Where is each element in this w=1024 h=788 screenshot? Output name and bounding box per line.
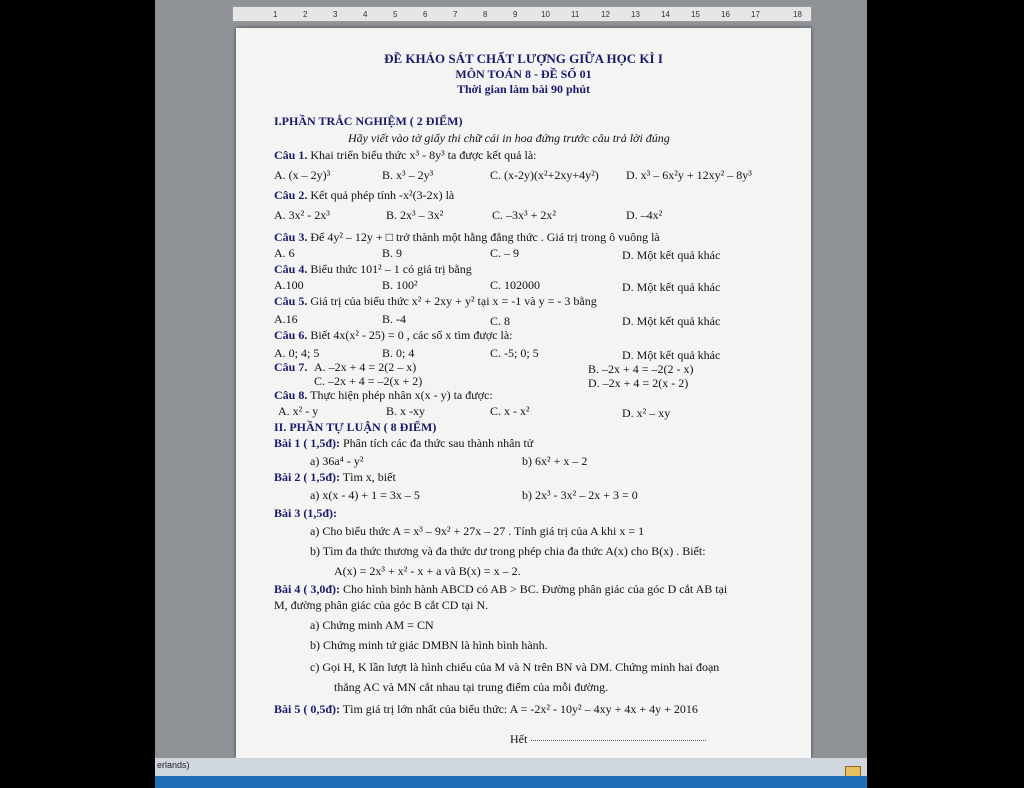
- ruler-tick: 6: [423, 10, 428, 19]
- q3-option-d: D. Một kết quả khác: [622, 248, 721, 262]
- q4-option-b: B. 100²: [382, 278, 418, 292]
- bai-text: Tìm giá trị lớn nhất của biểu thức: A = -2x² - 10y² – 4xy + 4x + 4y + 2016: [342, 702, 698, 716]
- ruler-tick: 10: [541, 10, 550, 19]
- b4-part-a: a) Chứng minh AM = CN: [310, 618, 434, 632]
- q3-option-b: B. 9: [382, 246, 403, 260]
- part1-heading: I.PHẦN TRẮC NGHIỆM ( 2 ĐIỂM): [274, 114, 463, 128]
- ruler-tick: 4: [363, 10, 368, 19]
- bai-text: Phân tích các đa thức sau thành nhân tử: [343, 436, 534, 450]
- b4-part-c-line2: thẳng AC và MN cắt nhau tại trung điểm của mỗi đường.: [334, 680, 609, 694]
- question-label: Câu 1.: [274, 148, 308, 162]
- ruler-tick: 11: [571, 10, 580, 19]
- bai-1: [274, 436, 533, 450]
- b2-part-b: b) 2x³ - 3x² – 2x + 3 = 0: [522, 488, 638, 502]
- q8-option-d: D. x² – xy: [622, 406, 671, 420]
- b3-part-a: a) Cho biểu thức A = x³ – 9x² + 27x – 27 . Tính giá trị của A khi x = 1: [310, 524, 645, 538]
- ruler-tick: 9: [513, 10, 518, 19]
- end-divider: [506, 740, 706, 741]
- question-7-label: Câu 7.: [274, 360, 308, 374]
- taskbar[interactable]: [155, 776, 867, 788]
- question-2: [274, 188, 454, 202]
- q2-option-b: B. 2x³ – 3x²: [386, 208, 444, 222]
- bai-label: Bài 2 ( 1,5đ):: [274, 470, 340, 484]
- question-label: Câu 8.: [274, 388, 308, 402]
- ruler-tick: 8: [483, 10, 488, 19]
- question-5: [274, 294, 597, 308]
- q6-option-c: C. -5; 0; 5: [490, 346, 539, 360]
- bai-label: Bài 4 ( 3,0đ):: [274, 582, 340, 596]
- b1-part-b: b) 6x² + x – 2: [522, 454, 588, 468]
- question-6: [274, 328, 513, 342]
- ruler-tick: 7: [453, 10, 458, 19]
- b4-part-c: c) Gọi H, K lần lượt là hình chiếu của M và N trên BN và DM. Chứng minh hai đoạn: [310, 660, 720, 674]
- question-3: [274, 230, 660, 244]
- question-text: Biểu thức 101² – 1 có giá trị bằng: [310, 262, 472, 276]
- question-label: Câu 3.: [274, 230, 308, 244]
- q8-option-a: A. x² - y: [278, 404, 319, 418]
- q8-option-b: B. x -xy: [386, 404, 425, 418]
- question-4: [274, 262, 472, 276]
- q1-option-c: C. (x-2y)(x²+2xy+4y²): [490, 168, 599, 182]
- ruler: [232, 6, 812, 22]
- bai-text: Cho hình bình hành ABCD có AB > BC. Đường phân giác của góc D cắt AB tại: [343, 582, 728, 596]
- q2-option-c: C. –3x³ + 2x²: [492, 208, 556, 222]
- ruler-tick: 15: [691, 10, 700, 19]
- q2-option-a: A. 3x² - 2x³: [274, 208, 330, 222]
- question-text: Kết quả phép tính -x²(3-2x) là: [310, 188, 455, 202]
- ruler-tick: 5: [393, 10, 398, 19]
- question-8: [274, 388, 493, 402]
- q7-option-d: D. –2x + 4 = 2(x - 2): [588, 376, 689, 390]
- bai-4: [274, 582, 727, 596]
- q2-option-d: D. –4x²: [626, 208, 663, 222]
- q4-option-d: D. Một kết quả khác: [622, 280, 721, 294]
- question-1: [274, 148, 537, 162]
- question-text: Biết 4x(x² - 25) = 0 , các số x tìm được là:: [310, 328, 513, 342]
- part2-heading: II. PHẦN TỰ LUẬN ( 8 ĐIỂM): [274, 420, 437, 434]
- question-text: Khai triển biểu thức x³ - 8y³ ta được kết quả là:: [310, 148, 537, 162]
- b3-part-b-line2: A(x) = 2x³ + x² - x + a và B(x) = x – 2.: [334, 564, 521, 578]
- bai-5: [274, 702, 698, 716]
- document-page[interactable]: [236, 28, 811, 758]
- q5-option-a: A.16: [274, 312, 298, 326]
- q6-option-b: B. 0; 4: [382, 346, 415, 360]
- ruler-tick: 2: [303, 10, 308, 19]
- exam-time: Thời gian làm bài 90 phút: [456, 82, 591, 96]
- ruler-tick: 17: [751, 10, 760, 19]
- b4-text-line2: M, đường phân giác của góc B cắt CD tại N.: [274, 598, 489, 612]
- q6-option-a: A. 0; 4; 5: [274, 346, 320, 360]
- q5-option-c: C. 8: [490, 314, 511, 328]
- q1-option-d: D. x³ – 6x²y + 12xy² – 8y³: [626, 168, 752, 182]
- exam-title: ĐỀ KHẢO SÁT CHẤT LƯỢNG GIỮA HỌC KÌ I: [384, 51, 663, 66]
- question-text: Để 4y² – 12y + □ trở thành một hằng đẳng thức . Giá trị trong ô vuông là: [310, 230, 660, 244]
- exam-subject: MÔN TOÁN 8 - ĐỀ SỐ 01: [455, 67, 592, 81]
- b2-part-a: a) x(x - 4) + 1 = 3x – 5: [310, 488, 420, 502]
- bai-3-label: Bài 3 (1,5đ):: [274, 506, 337, 520]
- q1-option-b: B. x³ – 2y³: [382, 168, 434, 182]
- question-label: Câu 5.: [274, 294, 308, 308]
- b4-part-b: b) Chứng minh tứ giác DMBN là hình bình hành.: [310, 638, 548, 652]
- q4-option-a: A.100: [274, 278, 304, 292]
- end-text: Hết: [506, 732, 531, 746]
- ruler-tick: 1: [273, 10, 278, 19]
- ruler-tick: 12: [601, 10, 610, 19]
- question-label: Câu 6.: [274, 328, 308, 342]
- question-label: Câu 4.: [274, 262, 308, 276]
- part1-instruction: Hãy viết vào tờ giấy thi chữ cái in hoa đứng trước câu trả lời đúng: [348, 131, 670, 145]
- b3-part-b: b) Tìm đa thức thương và đa thức dư trong phép chia đa thức A(x) cho B(x) . Biết:: [310, 544, 706, 558]
- q7-option-a: A. –2x + 4 = 2(2 – x): [314, 360, 417, 374]
- bai-2: [274, 470, 396, 484]
- question-text: Giá trị của biểu thức x² + 2xy + y² tại x = -1 và y = - 3 bằng: [310, 294, 597, 308]
- q3-option-c: C. – 9: [490, 246, 520, 260]
- question-text: Thực hiện phép nhân x(x - y) ta được:: [310, 388, 493, 402]
- q7-option-c: C. –2x + 4 = –2(x + 2): [314, 374, 423, 388]
- q4-option-c: C. 102000: [490, 278, 541, 292]
- bai-label: Bài 1 ( 1,5đ):: [274, 436, 340, 450]
- status-text: erlands): [157, 760, 190, 770]
- q7-option-b: B. –2x + 4 = –2(2 - x): [588, 362, 694, 376]
- ruler-tick: 18: [793, 10, 802, 19]
- q8-option-c: C. x - x²: [490, 404, 530, 418]
- q3-option-a: A. 6: [274, 246, 295, 260]
- bai-label: Bài 5 ( 0,5đ):: [274, 702, 340, 716]
- ruler-tick: 3: [333, 10, 338, 19]
- ruler-tick: 14: [661, 10, 670, 19]
- question-label: Câu 2.: [274, 188, 308, 202]
- q5-option-d: D. Một kết quả khác: [622, 314, 721, 328]
- status-bar: [155, 758, 867, 788]
- q1-option-a: A. (x – 2y)³: [274, 168, 331, 182]
- ruler-tick: 16: [721, 10, 730, 19]
- q5-option-b: B. -4: [382, 312, 406, 326]
- b1-part-a: a) 36a⁴ - y²: [310, 454, 364, 468]
- q6-option-d: D. Một kết quả khác: [622, 348, 721, 362]
- bai-text: Tìm x, biết: [342, 470, 396, 484]
- ruler-tick: 13: [631, 10, 640, 19]
